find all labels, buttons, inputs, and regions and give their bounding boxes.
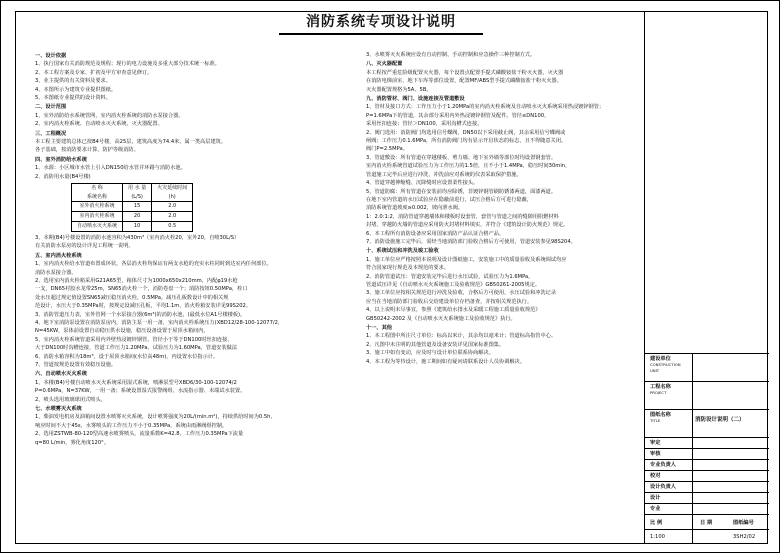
text-line: 2、消防管道试压：管道安装完毕后进行水压试验，试验压力为1.6MPa， — [366, 273, 534, 280]
section-body — [35, 413, 353, 447]
section-body — [366, 332, 684, 366]
section-heading: 一、设计依据 — [35, 53, 67, 59]
text-line: 4、以上说明未尽事宜，参照《建筑给水排水及采暖工程施工质量验收规范》 — [366, 307, 541, 314]
text-line: 3、消防管道压力表，室外管网一个水泵接合器(6m³)的消防水池，(最低水位A1号楼楼板)。 — [35, 311, 246, 318]
section-heading: 十一、其他 — [366, 325, 392, 331]
text-line: 消防系统管道坡度≥0.002，坡向泄水阀。 — [366, 205, 464, 212]
text-line: 4、管道穿越伸缩缝、沉降缝时应设置柔性接头。 — [366, 180, 479, 187]
text-line: 应当在当地消防部门验收后交给建设单位存档备查，并按相关规范执行。 — [366, 298, 533, 305]
section-body — [35, 234, 353, 251]
text-line: 2、选用ZSTWB-80-120型高速水喷雾喷头，流量系数K=42.8，工作压力0.35MPa下流量 — [35, 431, 244, 438]
text-line: 符合国家现行规范及本规范的要求。 — [366, 265, 450, 272]
text-line: 消防水泵接合器。 — [35, 269, 77, 276]
text-line: 6、本工程所有消防设备应采用国家消防产品认证合格产品。 — [366, 230, 505, 237]
text-line: 有关消防水泵房的设计详见工程统一说明。 — [35, 243, 134, 250]
text-line: q=80 L/min，雾化角度120°。 — [35, 439, 109, 446]
text-line: 2、室内消火栓系统、自动喷水灭火系统、灭火器配置。 — [35, 121, 163, 128]
text-line: 2、阀门选用：消防阀门均选用信号蝶阀，DN50以下采用截止阀，其余采用信号蝶阀或 — [366, 129, 566, 136]
text-line: 1、本楼(B4)号楼自动喷水灭火系统采用湿式系统，喷淋泵型号XBD6/30-100-12074/2 — [35, 379, 237, 386]
title-block-row: 比 例 日 期 图纸编号 — [645, 514, 769, 530]
text-line: 闸阀；工作压力0.1.6MPa，所有消防阀门均有显示开启状态的标志，且不得随意关闭。 — [366, 138, 567, 145]
text-line: 采用丝扣连接；管径＞DN100，采用沟槽式连接。 — [366, 121, 483, 128]
title-block-row: 审定 — [645, 437, 769, 449]
section-heading: 二、设计范围 — [35, 104, 67, 111]
text-line: 本工程按严重危险级配置灭火器，每个设置点配置手提式磷酸铵盐干粉灭火器，灭火器 — [366, 69, 564, 76]
text-line: 1、执行国家有关消防规范及规程；现行的电力设施及多重大部分技术统一标准。 — [35, 61, 220, 68]
text-line: 1、柴油发电机房及油箱间设置水喷雾灭火系统，设计喷雾强度为20L/(min.m²)，持续供给时间为0.5h， — [35, 414, 276, 421]
text-line: 4、本图所示为建筑专业提供图纸。 — [35, 86, 117, 93]
title-block-row: 1:100 3SH2/02 — [645, 529, 769, 545]
text-line: 一支，DN65衬胶水龙带25m，SN65消火栓一个，消防卷盘一个；消防按钮0.50MPa，栓口 — [35, 286, 248, 293]
section-body — [35, 164, 353, 181]
text-line: 1、管材及接口方式：工作压力小于1.20MPa的室内消火栓系统及自动喷水灭火系统采用热浸镀锌钢管； — [366, 104, 605, 111]
text-line: 3、施工单位应按相关规范进行冲洗及验收，合格后方可使用，水压试验和冲洗记录 — [366, 290, 557, 297]
section-heading: 九、消防管材、阀门、设施连接及管道敷设 — [366, 96, 465, 103]
section-body — [366, 69, 684, 94]
right-column — [366, 51, 684, 366]
title-block-row: 设计负责人 — [645, 481, 769, 493]
text-line: 7、消防设施施工完毕后，需经当地消防部门验收合格后方可使用，管道安装参见98S204。 — [366, 238, 576, 245]
section-heading: 四、室外消防给水系统 — [35, 156, 87, 163]
table-row: 室内消火栓系统 20 2.0 — [72, 211, 193, 221]
title-block-row: 设计 — [645, 492, 769, 504]
section-body — [366, 51, 684, 59]
section-body — [35, 260, 353, 369]
text-line: 处水压超过规定值设置SN65减压稳压消火栓，0.5MPa。减压孔板数设计中的相关规 — [35, 294, 229, 301]
document-title: 消防系统专项设计说明 — [306, 14, 456, 30]
text-line: 阀门P=2.5MPa。 — [366, 146, 408, 153]
title-block-row: 工程名称 PROJECT — [645, 381, 769, 410]
section-body — [366, 103, 684, 246]
text-line: 1、室外消防给水系统管网，室内消火栓系统的消防水泵接合器。 — [35, 112, 184, 119]
section-heading: 五、室内消火栓系统 — [35, 252, 82, 259]
text-line: GB50242-2002 及《自动喷水灭火系统施工及验收规范》执行。 — [366, 315, 516, 322]
table-row: 室外消火栓系统 15 2.0 — [72, 201, 193, 211]
text-line: 本工程主要建筑总体已按B4号楼，高25层，建筑高度为74.4米，属一类高层建筑。 — [35, 139, 227, 146]
text-line: 管道试压详见《自动喷水灭火系统施工及验收规范》GB50261-2005规定。 — [366, 281, 541, 288]
text-line: 3、施工中如有变动，应及时与设计单位联系协商解决。 — [366, 350, 494, 357]
section-body — [35, 138, 353, 155]
text-line: 1：2.0:1:2，消防管道穿越墙体和楼板时设套管，套管与管道之间的缝隙用阻燃材料 — [366, 213, 559, 220]
text-line: P=1.6MPa下的管道，其余部分采用内外热浸镀锌钢管及配件。管径≤DN100， — [366, 112, 550, 119]
text-line: 5、室内消火栓系统管道采用内外壁热浸镀锌钢管，管径小于等于DN100时丝扣连接， — [35, 336, 233, 343]
text-line: 4、本工程为等待设计，施工期间如有疑问请联系设计人员协调解决。 — [366, 358, 525, 365]
text-line: 5、管道防腐：所有管道在安装前均应除锈，非镀锌钢管刷防锈漆两道，面漆两道。 — [366, 188, 557, 195]
title-block — [644, 11, 768, 544]
text-line: 在地下室内管道的水压试验应在隐蔽前进行，试压合格后方可进行隐蔽， — [366, 196, 533, 203]
text-line: 1、室内消火栓给水管道布置成环状，各层消火栓均保证有两支水枪的充实水柱同时到达室内任何部位。 — [35, 261, 272, 268]
left-column — [35, 51, 353, 447]
text-line: 3、水喷雾灭火系统应设有自动控制、手动控制和应急操作三种控制方式。 — [366, 52, 536, 58]
title-block-row: 校对 — [645, 470, 769, 482]
water-demand-table — [71, 183, 193, 232]
text-line: 5、本图纸专业提供的设计资料。 — [35, 95, 111, 102]
text-line: 6、消防水箱容积为18m³，设于屋顶水箱间(水位高48m)，内设置水位指示计。 — [35, 353, 219, 360]
text-line: 管道施工完毕后应进行冲洗，冲洗前应对系统的仪表采取保护措施。 — [366, 171, 522, 178]
text-line: 2、喷头选用玻璃球闭式喷头。 — [35, 396, 106, 403]
section-heading: 八、灭火器配置 — [366, 61, 403, 68]
table-row: 自动喷水灭火系统 10 0.5 — [72, 221, 193, 231]
text-line: 1、施工单位应严格按照本说明及设计图纸施工，安装施工中的质量验收及系统调试均应 — [366, 256, 567, 263]
section-body — [35, 379, 353, 404]
title-block-row: 建设单位 CONSTRUCTION UNIT — [645, 353, 769, 382]
text-line: 1、本工程图中所注尺寸单位：标高以米计，其余均以毫米计；管道标高指管中心。 — [366, 333, 557, 340]
table-header: 名 称 系统名称 — [72, 184, 123, 202]
section-heading: 十、系统试压和冲洗及竣工验收 — [366, 248, 439, 255]
section-body — [35, 112, 353, 129]
section-heading: 三、工程概况 — [35, 130, 67, 137]
table-header: 用 水 量 (L/S) — [123, 184, 152, 202]
text-line: 大于DN100时沟槽连接，管道工作压力1.20MPa，试验压力为1.60MPa，管道安装做法 — [35, 345, 238, 352]
text-line: 3、业主提供的有关资料及要求。 — [35, 78, 111, 85]
section-body — [35, 60, 353, 102]
text-line: 灭火器配置规格为5A、5B。 — [366, 86, 432, 93]
text-line: 封堵，穿越防火墙的管道应采用防火封堵材料填实，并符合《建筑设计防火规范》规定。 — [366, 222, 569, 229]
text-line: 2、本工程方案及专家、扩初及甲方审查意见修订。 — [35, 69, 153, 76]
section-heading: 七、水喷雾灭火系统 — [35, 406, 82, 413]
text-line: 室内消火栓系统管道试验压力为工作压力的1.5倍，且不小于1.4MPa，稳压时间30min， — [366, 163, 571, 170]
text-line: P=0.6MPa，N=37KW，一用一备；系统设置湿式报警阀组、水流指示器、末端试水装置。 — [35, 388, 246, 395]
text-line: 响应时间不大于45s，水雾喷头的工作压力不小于0.35MPa，系统由雨淋阀组控制。 — [35, 422, 228, 429]
text-line: 2、消防用水量(B4号楼) — [35, 173, 91, 180]
text-line: 各子基础，按消防要求计算，防护等级消防。 — [35, 147, 139, 154]
text-line: 3、管道敷设：所有管道在穿越楼板、剪力墙、地下室外墙等部位时均设置钢套管。 — [366, 154, 557, 161]
title-underline — [279, 33, 483, 35]
text-line: 1、水源：小区城市水管上引入DN150给水管并环路与消防水池。 — [35, 165, 186, 172]
section-heading: 六、自动喷水灭火系统 — [35, 371, 87, 378]
text-line: 4、地下室消防泵设置在消防泵房内，消防主泵一用一备，室内消火栓系统压力(XBD12/28-100-12077/2， — [35, 319, 284, 326]
table-header: 火灾延续时间 (h) — [152, 184, 193, 202]
text-line: 在消防电梯前室、地下车库等部位设置，配置MF/ABS型手提式磷酸铵盐干粉灭火器。 — [366, 78, 562, 85]
text-line: N=45KW，泵体前设置自动稳压供水设施，稳压设备设置于屋顶水箱间内。 — [35, 328, 209, 335]
text-line: 2、凡图中未注明的其他管道及设备安装详见国家标准图集。 — [366, 341, 505, 348]
text-line: 2、选用室内消火栓箱采用G21A65型，箱体尺寸为1000x650x210mm，内配φ19水枪 — [35, 277, 238, 284]
title-block-row: 专业 — [645, 503, 769, 515]
section-body — [366, 256, 684, 323]
title-block-row: 图纸名称 TITLE 消防设计说明（二） — [645, 409, 769, 438]
drawing-name-value: 消防设计说明（二） — [695, 417, 745, 423]
text-line: 7、管道按规范设置有效稳压设施。 — [35, 362, 117, 368]
text-line: 范设计，水压大于0.35MPa时，按规定设减压孔板，平均1.1m，消火栓箱安装详见99S202。 — [35, 303, 252, 310]
title-block-row: 审核 — [645, 448, 769, 460]
text-line: 3、本期(B4)号楼设置的消防水池容积为430m³（室内消火栓20，室外20，自喷30L/S） — [35, 234, 240, 241]
title-block-row: 专业负责人 — [645, 459, 769, 471]
